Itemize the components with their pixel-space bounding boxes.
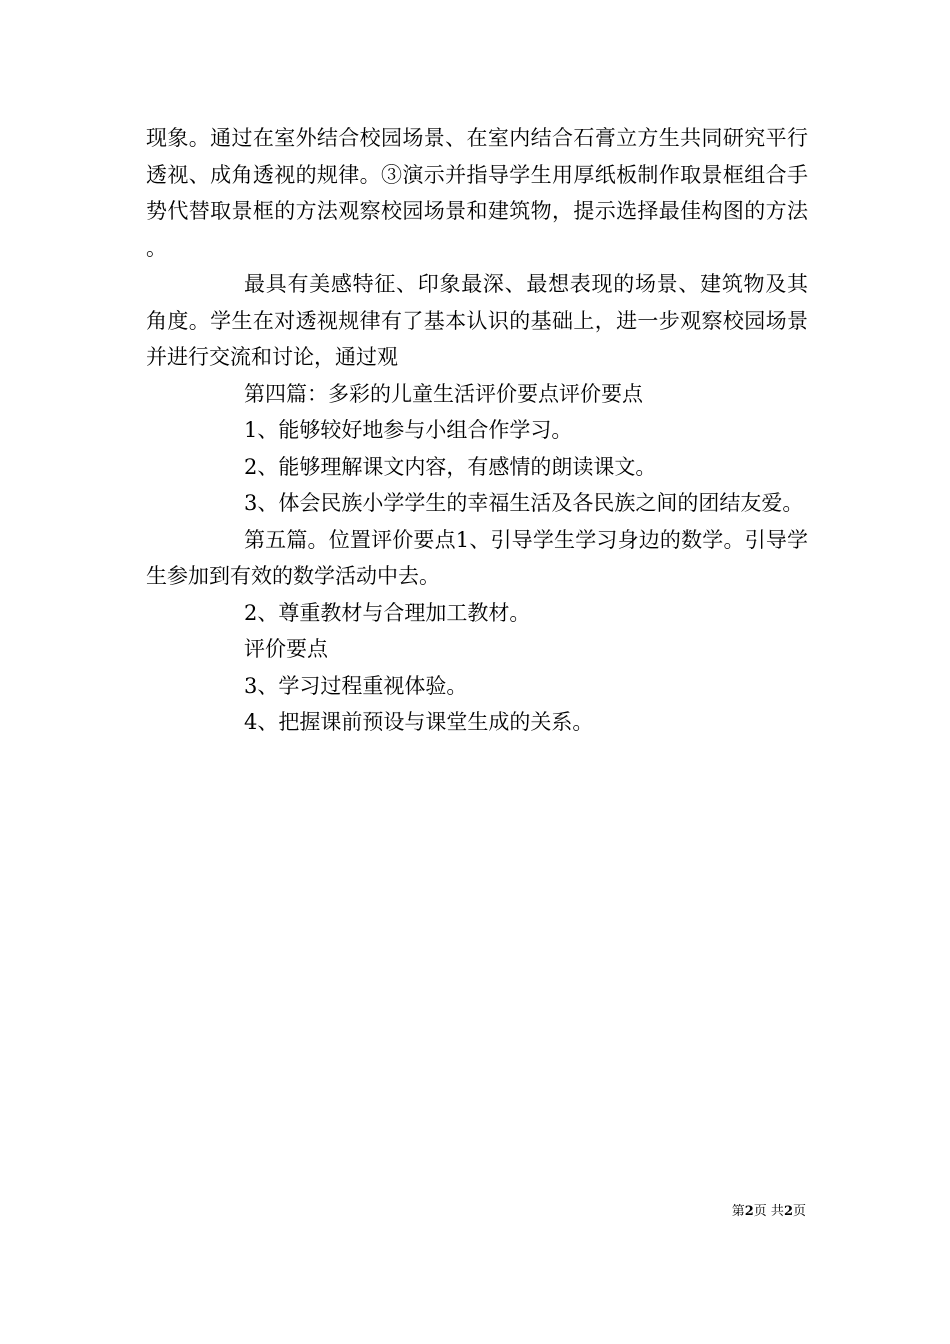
footer-middle: 页 共 xyxy=(753,1204,784,1219)
page-footer xyxy=(732,1203,806,1221)
section-heading-4: 第四篇：多彩的儿童生活评价要点评价要点 xyxy=(244,381,643,406)
footer-prefix: 第 xyxy=(731,1204,745,1219)
current-page-number: 2 xyxy=(744,1204,754,1219)
section-heading-5: 第五篇。位置评价要点1、引导学生学习身边的数学。引导学生参加到有效的数学活动中去。 xyxy=(146,527,808,588)
list-item-4: 2、尊重教材与合理加工教材。 xyxy=(244,600,531,625)
footer-suffix: 页 xyxy=(792,1204,806,1219)
total-page-number: 2 xyxy=(783,1204,793,1219)
paragraph-2: 最具有美感特征、印象最深、最想表现的场景、建筑物及其角度。学生在对透视规律有了基本认识的基础上，进一步观察校园场景并进行交流和讨论，通过观 xyxy=(146,272,808,369)
list-item-1: 1、能够较好地参与小组合作学习。 xyxy=(244,418,573,442)
list-item-5: 3、学习过程重视体验。 xyxy=(244,673,468,698)
list-item-3: 3、体会民族小学学生的幸福生活及各民族之间的团结友爱。 xyxy=(244,491,804,515)
list-item-2: 2、能够理解课文内容，有感情的朗读课文。 xyxy=(244,454,657,479)
list-item-6: 4、把握课前预设与课堂生成的关系。 xyxy=(244,710,594,734)
paragraph-1: 现象。通过在室外结合校园场景、在室内结合石膏立方生共同研究平行透视、成角透视的规律。③演示并指导学生用厚纸板制作取景框组合手势代替取景框的方法观察校园场景和建筑物，提示选择最佳构图的方法。 xyxy=(146,126,808,260)
subheading-evaluation: 评价要点 xyxy=(244,637,328,661)
document-body xyxy=(146,120,808,741)
